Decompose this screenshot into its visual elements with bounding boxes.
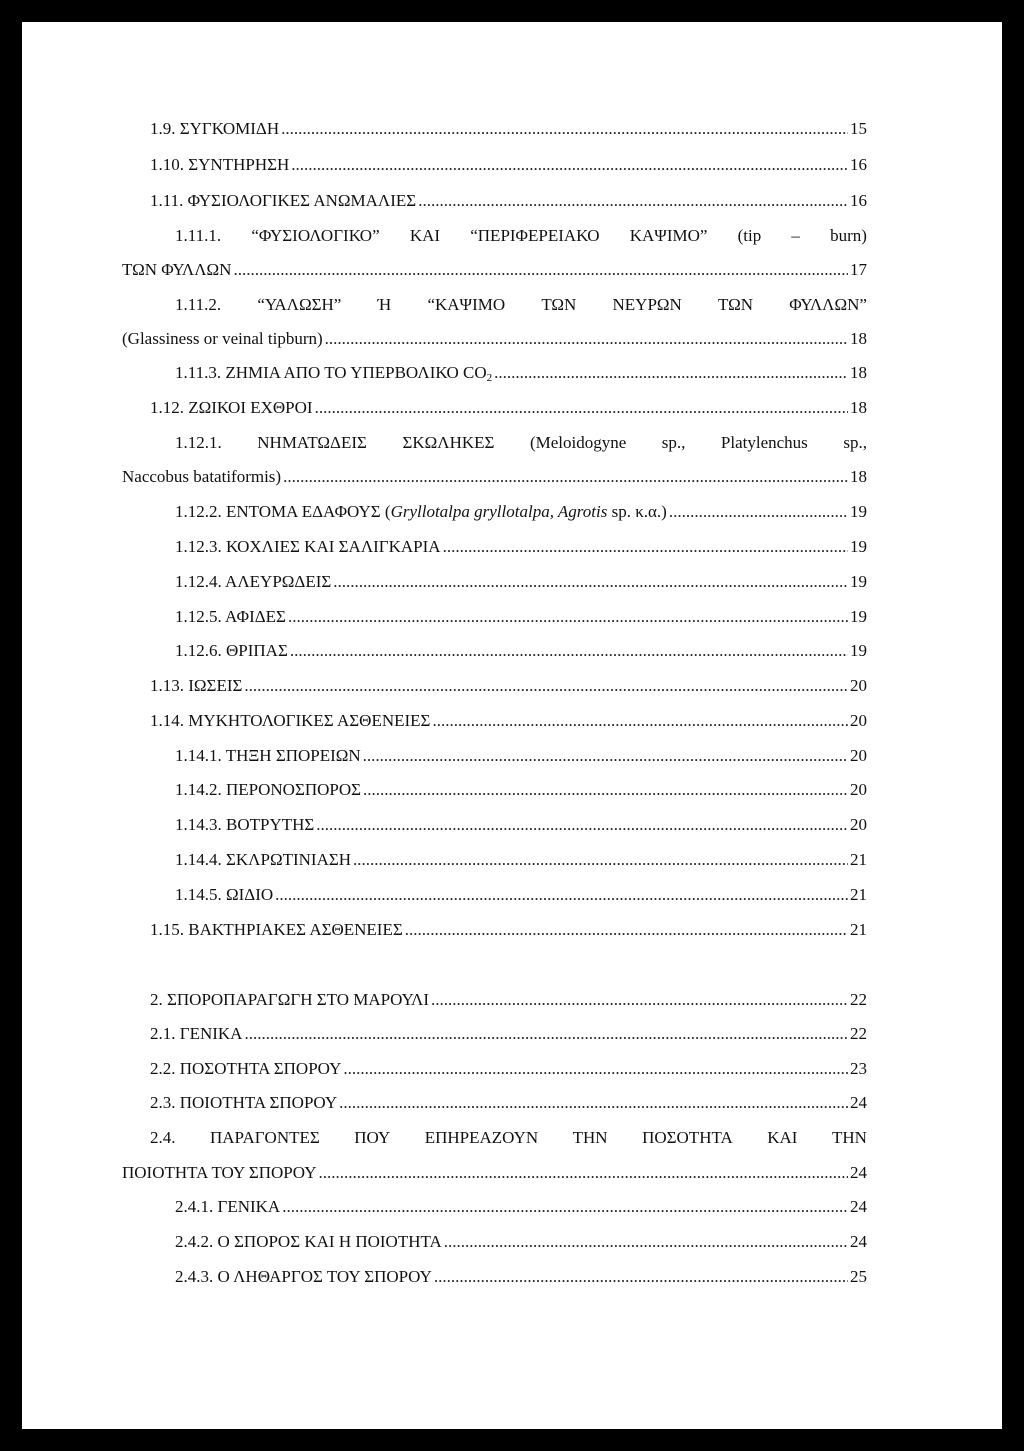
table-of-contents <box>22 22 1002 1429</box>
toc-entry-label <box>175 813 314 837</box>
toc-entry <box>175 1230 867 1254</box>
toc-entry-first-line <box>150 1126 867 1150</box>
dot-leader <box>316 813 848 837</box>
toc-entry <box>150 709 867 733</box>
toc-entry-label <box>175 605 286 629</box>
toc-entry-label <box>175 639 288 663</box>
toc-entry-label-text: 1.14.2. ΠΕΡΟΝΟΣΠΟΡΟΣ <box>175 780 362 799</box>
dot-leader <box>339 1091 848 1115</box>
dot-leader <box>290 639 848 663</box>
toc-entry-label <box>122 1161 316 1185</box>
toc-entry <box>122 258 867 282</box>
toc-entry-label <box>150 396 313 420</box>
toc-word: ΤΩΝ <box>541 295 577 314</box>
toc-word: Platylenchus <box>720 433 808 452</box>
toc-entry <box>175 778 867 802</box>
toc-entry-label-text: 2.4.3. Ο ΛΗΘΑΡΓΟΣ ΤΟΥ ΣΠΟΡΟΥ <box>175 1267 432 1286</box>
toc-entry-label <box>175 1230 442 1254</box>
toc-word: “ΚΑΨΙΜΟ <box>427 295 506 314</box>
toc-word: “ΦΥΣΙΟΛΟΓΙΚΟ” <box>251 226 380 245</box>
toc-entry-label-text: 1.14.5. ΩΙΔΙΟ <box>175 885 274 904</box>
toc-page-number: 18 <box>850 467 867 486</box>
dot-leader <box>363 778 848 802</box>
toc-page-number: 22 <box>850 990 867 1009</box>
dot-leader <box>363 744 848 768</box>
toc-word: ΕΠΗΡΕΑΖΟΥΝ <box>424 1128 539 1147</box>
toc-entry <box>150 988 867 1012</box>
dot-leader <box>288 605 848 629</box>
toc-entry-label-text: 1.11. ΦΥΣΙΟΛΟΓΙΚΕΣ ΑΝΩΜΑΛΙΕΣ <box>150 191 417 210</box>
toc-entry <box>122 465 867 489</box>
toc-word: ΝΗΜΑΤΩΔΕΙΣ <box>257 433 367 452</box>
toc-word: (Meloidogyne <box>529 433 627 452</box>
toc-page-number: 19 <box>850 572 867 591</box>
toc-entry <box>150 396 867 420</box>
toc-entry-label <box>175 500 667 524</box>
toc-entry <box>150 674 867 698</box>
toc-entry-label <box>122 258 231 282</box>
dot-leader <box>244 674 848 698</box>
toc-page-number: 18 <box>850 398 867 417</box>
toc-page-number: 15 <box>850 119 867 138</box>
toc-word: – <box>791 226 800 245</box>
toc-page-number: 19 <box>850 641 867 660</box>
toc-entry-label-text: 2.1. ΓΕΝΙΚΑ <box>150 1024 243 1043</box>
toc-entry-label <box>150 988 429 1012</box>
toc-entry <box>150 153 867 177</box>
dot-leader <box>333 570 848 594</box>
toc-entry-label-text: 1.9. ΣΥΓΚΟΜΙΔΗ <box>150 119 280 138</box>
toc-entry <box>175 535 867 559</box>
toc-page-number: 21 <box>850 920 867 939</box>
toc-word: 1.12.1. <box>175 433 222 452</box>
toc-word: ΣΚΩΛΗΚΕΣ <box>402 433 495 452</box>
toc-page-number: 19 <box>850 607 867 626</box>
dot-leader <box>282 1195 848 1219</box>
toc-page-number: 20 <box>850 746 867 765</box>
toc-entry-label-text: ΤΩΝ ΦΥΛΛΩΝ <box>122 260 232 279</box>
toc-page-number: 18 <box>850 363 867 382</box>
toc-page-number: 24 <box>850 1197 867 1216</box>
toc-page-number: 21 <box>850 885 867 904</box>
toc-entry-label-text: ΠΟΙΟΤΗΤΑ ΤΟΥ ΣΠΟΡΟΥ <box>122 1163 317 1182</box>
toc-word: ΤΩΝ <box>718 295 754 314</box>
toc-entry-label <box>175 1195 280 1219</box>
subscript: 2 <box>486 372 493 384</box>
toc-entry-label-text: 2.4.1. ΓΕΝΙΚΑ <box>175 1197 281 1216</box>
toc-entry-label <box>122 465 281 489</box>
toc-entry-label-text: 1.12.2. ΕΝΤΟΜΑ ΕΔΑΦΟΥΣ ( <box>175 502 391 521</box>
toc-entry <box>175 744 867 768</box>
toc-entry-label <box>175 883 273 907</box>
dot-leader <box>233 258 848 282</box>
toc-word: 2.4. <box>150 1128 176 1147</box>
toc-entry-label <box>175 535 441 559</box>
toc-word: ΦΥΛΛΩΝ” <box>789 295 867 314</box>
toc-entry <box>175 500 867 524</box>
dot-leader <box>275 883 848 907</box>
toc-entry-label <box>150 117 279 141</box>
toc-word: ΝΕΥΡΩΝ <box>612 295 682 314</box>
toc-entry-first-line <box>175 224 867 248</box>
toc-page-number: 24 <box>850 1093 867 1112</box>
toc-entry-label <box>175 778 361 802</box>
dot-leader <box>291 153 848 177</box>
toc-entry-label-text: 1.10. ΣΥΝΤΗΡΗΣΗ <box>150 155 290 174</box>
toc-entry <box>175 883 867 907</box>
toc-entry-label-text: 2.2. ΠΟΣΟΤΗΤΑ ΣΠΟΡΟΥ <box>150 1059 342 1078</box>
document-page <box>22 22 1002 1429</box>
dot-leader <box>283 465 848 489</box>
dot-leader <box>315 396 848 420</box>
dot-leader <box>444 1230 848 1254</box>
dot-leader <box>443 535 848 559</box>
toc-entry-label-text: 1.12.5. ΑΦΙΔΕΣ <box>175 607 286 626</box>
toc-entry-label <box>175 361 492 390</box>
toc-entry-label <box>150 1022 242 1046</box>
toc-entry-label-text: 1.11.3. ΖΗΜΙΑ ΑΠΟ ΤΟ ΥΠΕΡΒΟΛΙΚΟ CO <box>175 363 487 382</box>
toc-word: ΚΑΙ <box>409 226 441 245</box>
dot-leader <box>494 361 848 385</box>
toc-entry-label-text: 1.14.3. ΒΟΤΡΥΤΗΣ <box>175 815 315 834</box>
toc-entry-label <box>175 570 331 594</box>
toc-entry-label-text: 2.3. ΠΟΙΟΤΗΤΑ ΣΠΟΡΟΥ <box>150 1093 338 1112</box>
toc-entry-label-text: 1.12.6. ΘΡΙΠΑΣ <box>175 641 288 660</box>
toc-entry-label <box>150 189 416 213</box>
dot-leader <box>431 988 848 1012</box>
toc-entry-label-text: 1.12. ΖΩΙΚΟΙ ΕΧΘΡΟΙ <box>150 398 313 417</box>
toc-entry <box>175 1265 867 1289</box>
dot-leader <box>325 327 848 351</box>
toc-word: Ή <box>377 295 392 314</box>
toc-entry-label-text: 2.4.2. Ο ΣΠΟΡΟΣ ΚΑΙ Η ΠΟΙΟΤΗΤΑ <box>175 1232 442 1251</box>
toc-entry <box>175 813 867 837</box>
toc-word: 1.11.1. <box>175 226 222 245</box>
toc-word: ΚΑΙ <box>767 1128 798 1147</box>
dot-leader <box>353 848 848 872</box>
toc-entry-label-text: 1.15. ΒΑΚΤΗΡΙΑΚΕΣ ΑΣΘΕΝΕΙΕΣ <box>150 920 403 939</box>
toc-entry <box>175 1195 867 1219</box>
toc-page-number: 19 <box>850 537 867 556</box>
toc-page-number: 19 <box>850 502 867 521</box>
toc-word: 1.11.2. <box>175 295 222 314</box>
toc-entry <box>150 117 867 141</box>
toc-entry-label-text: 1.12.3. ΚΟΧΛΙΕΣ ΚΑΙ ΣΑΛΙΓΚΑΡΙΑ <box>175 537 441 556</box>
toc-entry <box>150 918 867 942</box>
toc-word: sp., <box>843 433 867 452</box>
toc-entry-label-text: 1.14.4. ΣΚΛΡΩΤΙΝΙΑΣΗ <box>175 850 352 869</box>
toc-entry-label <box>150 709 430 733</box>
dot-leader <box>405 918 848 942</box>
toc-page-number: 18 <box>850 329 867 348</box>
toc-page-number: 20 <box>850 780 867 799</box>
toc-entry-label <box>175 1265 432 1289</box>
toc-word: ΠΟΣΟΤΗΤΑ <box>642 1128 733 1147</box>
toc-word: “ΠΕΡΙΦΕΡΕΙΑΚΟ <box>470 226 600 245</box>
toc-entry <box>150 1022 867 1046</box>
toc-entry-label <box>150 1057 341 1081</box>
toc-entry-label-text: 1.12.4. ΑΛΕΥΡΩΔΕΙΣ <box>175 572 332 591</box>
toc-word: ΚΑΨΙΜΟ” <box>629 226 708 245</box>
dot-leader <box>432 709 848 733</box>
dot-leader <box>281 117 848 141</box>
toc-entry-first-line <box>175 431 867 455</box>
toc-page-number: 24 <box>850 1163 867 1182</box>
toc-entry-label <box>150 153 289 177</box>
toc-page-number: 24 <box>850 1232 867 1251</box>
toc-page-number: 16 <box>850 191 867 210</box>
toc-entry <box>122 327 867 351</box>
toc-word: (tip <box>737 226 762 245</box>
toc-word: sp., <box>661 433 686 452</box>
toc-entry-label-text: (Glassiness or veinal tipburn) <box>122 329 323 348</box>
dot-leader <box>343 1057 848 1081</box>
toc-entry <box>150 1091 867 1115</box>
toc-page-number: 16 <box>850 155 867 174</box>
toc-page-number: 20 <box>850 815 867 834</box>
toc-entry-label <box>150 1091 337 1115</box>
toc-entry <box>150 1057 867 1081</box>
toc-entry-label <box>150 918 403 942</box>
dot-leader <box>318 1161 848 1185</box>
toc-entry <box>150 189 867 213</box>
toc-entry-label-text: 1.14.1. ΤΗΞΗ ΣΠΟΡΕΙΩΝ <box>175 746 361 765</box>
toc-entry <box>175 605 867 629</box>
toc-entry-label <box>150 674 242 698</box>
toc-page-number: 20 <box>850 711 867 730</box>
toc-entry <box>175 570 867 594</box>
toc-entry-label <box>175 848 351 872</box>
dot-leader <box>244 1022 848 1046</box>
toc-entry-label <box>122 327 323 351</box>
toc-page-number: 21 <box>850 850 867 869</box>
toc-page-number: 20 <box>850 676 867 695</box>
toc-entry <box>175 361 867 385</box>
toc-page-number: 22 <box>850 1024 867 1043</box>
dot-leader <box>418 189 848 213</box>
toc-word: ΠΟΥ <box>354 1128 391 1147</box>
toc-entry-label-text: 2. ΣΠΟΡΟΠΑΡΑΓΩΓΗ ΣΤΟ ΜΑΡΟΥΛΙ <box>150 990 429 1009</box>
toc-entry-first-line <box>175 293 867 317</box>
toc-word: ΠΑΡΑΓΟΝΤΕΣ <box>209 1128 320 1147</box>
toc-page-number: 23 <box>850 1059 867 1078</box>
toc-entry-label-text: 1.14. ΜΥΚΗΤΟΛΟΓΙΚΕΣ ΑΣΘΕΝΕΙΕΣ <box>150 711 431 730</box>
toc-entry <box>175 639 867 663</box>
toc-page-number: 17 <box>850 260 867 279</box>
toc-entry-label-text: 1.13. ΙΩΣΕΙΣ <box>150 676 243 695</box>
toc-entry-label <box>175 744 361 768</box>
dot-leader <box>434 1265 848 1289</box>
toc-word: ΤΗΝ <box>572 1128 608 1147</box>
toc-entry-label-tail: sp. κ.α.) <box>607 502 667 521</box>
toc-entry-label-italic: Gryllotalpa gryllotalpa, Agrotis <box>390 502 608 521</box>
toc-word: burn) <box>830 226 867 245</box>
toc-word: ΤΗΝ <box>831 1128 867 1147</box>
toc-entry <box>175 848 867 872</box>
toc-entry <box>122 1161 867 1185</box>
toc-entry-label-text: Naccobus batatiformis) <box>122 467 282 486</box>
dot-leader <box>669 500 848 524</box>
toc-word: “ΥΑΛΩΣΗ” <box>257 295 342 314</box>
toc-page-number: 25 <box>850 1267 867 1286</box>
